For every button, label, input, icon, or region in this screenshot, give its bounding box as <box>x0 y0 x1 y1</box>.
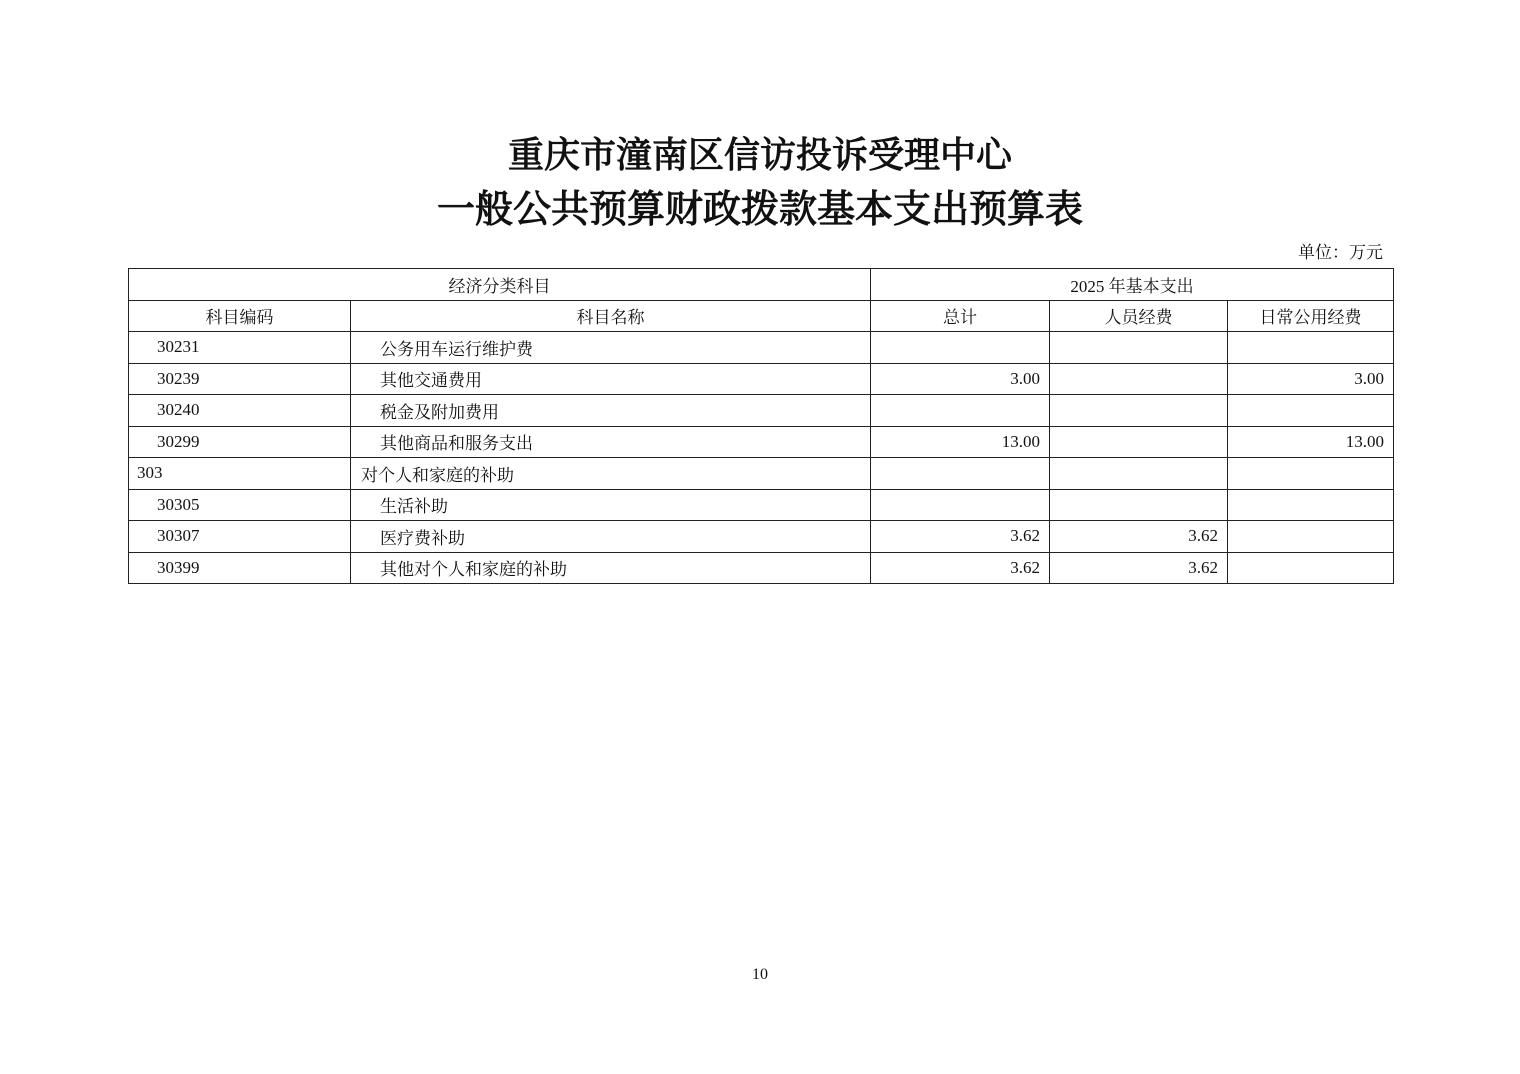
row-personnel <box>1050 363 1228 395</box>
header-code: 科目编码 <box>129 300 351 332</box>
row-total <box>871 458 1050 490</box>
document-title-line1: 重庆市潼南区信访投诉受理中心 <box>507 134 1012 176</box>
row-personnel <box>1050 426 1228 458</box>
header-personnel: 人员经费 <box>1050 300 1228 332</box>
header-total: 总计 <box>871 300 1050 332</box>
row-public: 3.00 <box>1228 363 1394 395</box>
table-row <box>129 458 1394 490</box>
row-public <box>1228 332 1394 364</box>
row-code: 303 <box>129 458 351 490</box>
row-total: 3.62 <box>871 552 1050 584</box>
row-public: 13.00 <box>1228 426 1394 458</box>
header-public: 日常公用经费 <box>1228 300 1394 332</box>
row-name: 公务用车运行维护费 <box>351 332 871 364</box>
row-code: 30307 <box>129 521 351 553</box>
row-public <box>1228 458 1394 490</box>
row-total: 13.00 <box>871 426 1050 458</box>
header-economic-category: 经济分类科目 <box>129 269 871 301</box>
row-personnel <box>1050 332 1228 364</box>
table-row <box>129 426 1394 458</box>
table-row <box>129 363 1394 395</box>
row-total: 3.00 <box>871 363 1050 395</box>
row-public <box>1228 395 1394 427</box>
row-name: 生活补助 <box>351 489 871 521</box>
column-header-row <box>129 300 1394 332</box>
row-public <box>1228 489 1394 521</box>
row-public <box>1228 521 1394 553</box>
row-code: 30299 <box>129 426 351 458</box>
row-total: 3.62 <box>871 521 1050 553</box>
row-code: 30231 <box>129 332 351 364</box>
table-row <box>129 489 1394 521</box>
unit-label: 单位：万元 <box>1298 243 1383 263</box>
table-row <box>129 521 1394 553</box>
row-name: 其他商品和服务支出 <box>351 426 871 458</box>
row-personnel <box>1050 458 1228 490</box>
row-code: 30399 <box>129 552 351 584</box>
row-personnel <box>1050 395 1228 427</box>
row-name: 对个人和家庭的补助 <box>351 458 871 490</box>
page-number: 10 <box>752 966 768 983</box>
row-code: 30240 <box>129 395 351 427</box>
row-personnel: 3.62 <box>1050 552 1228 584</box>
row-name: 医疗费补助 <box>351 521 871 553</box>
row-total <box>871 332 1050 364</box>
group-header-row <box>129 269 1394 301</box>
row-code: 30239 <box>129 363 351 395</box>
row-code: 30305 <box>129 489 351 521</box>
table-row <box>129 552 1394 584</box>
budget-table <box>128 268 1394 584</box>
table-row <box>129 395 1394 427</box>
document-title-line2: 一般公共预算财政拨款基本支出预算表 <box>436 186 1083 231</box>
row-personnel: 3.62 <box>1050 521 1228 553</box>
row-name: 其他对个人和家庭的补助 <box>351 552 871 584</box>
header-name: 科目名称 <box>351 300 871 332</box>
row-public <box>1228 552 1394 584</box>
header-basic-expenditure: 2025 年基本支出 <box>871 269 1394 301</box>
row-name: 税金及附加费用 <box>351 395 871 427</box>
table-row <box>129 332 1394 364</box>
row-name: 其他交通费用 <box>351 363 871 395</box>
row-total <box>871 395 1050 427</box>
row-personnel <box>1050 489 1228 521</box>
row-total <box>871 489 1050 521</box>
